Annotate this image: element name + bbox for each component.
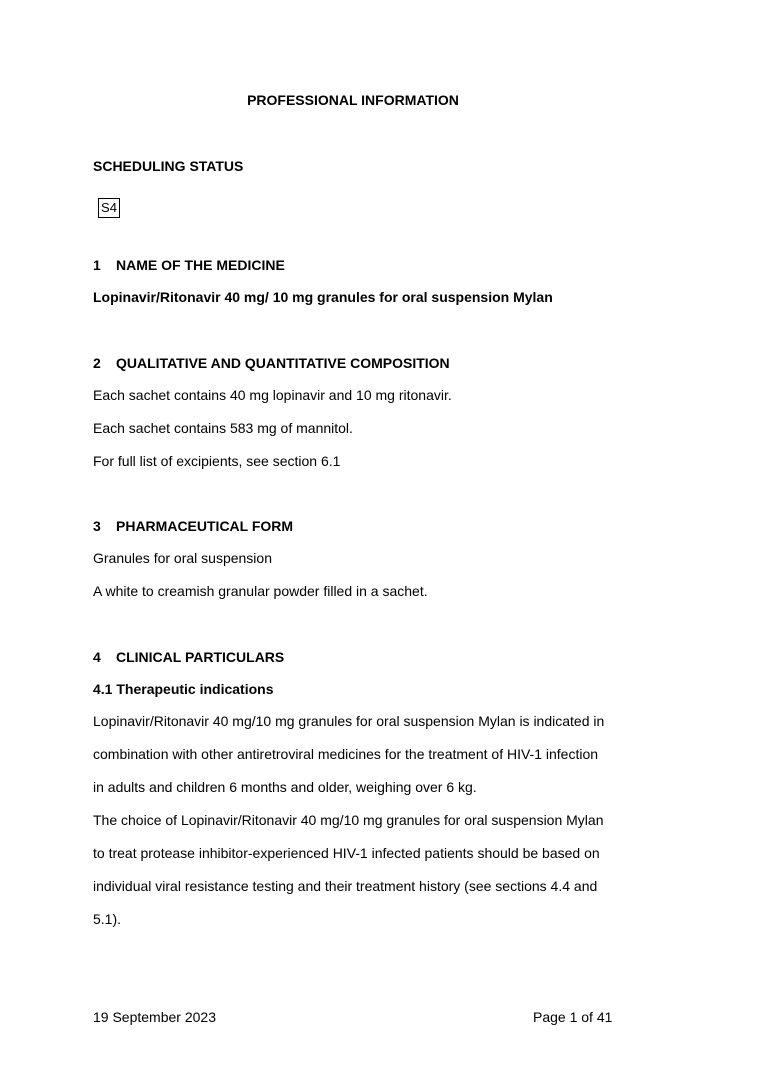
page-title: PROFESSIONAL INFORMATION [247, 92, 459, 108]
scheduling-heading: SCHEDULING STATUS [93, 158, 244, 174]
section-4-title: CLINICAL PARTICULARS [116, 649, 285, 665]
section-2-title: QUALITATIVE AND QUANTITATIVE COMPOSITION [116, 355, 450, 371]
section-3-heading [93, 518, 293, 534]
section-4-number: 4 [93, 649, 101, 665]
indication-line: Lopinavir/Ritonavir 40 mg/10 mg granules for oral suspension Mylan is indicated in [93, 713, 605, 729]
section-1-title: NAME OF THE MEDICINE [116, 257, 285, 273]
composition-line: Each sachet contains 583 mg of mannitol. [93, 420, 353, 436]
composition-line: For full list of excipients, see section 6.1 [93, 453, 341, 469]
indication-line: in adults and children 6 months and older, weighing over 6 kg. [93, 779, 477, 795]
section-1-heading [93, 257, 285, 273]
section-2-heading [93, 355, 450, 371]
footer-date: 19 September 2023 [93, 1009, 216, 1025]
section-2-number: 2 [93, 355, 101, 371]
indication-line: 5.1). [93, 911, 122, 927]
section-3-title: PHARMACEUTICAL FORM [116, 518, 294, 534]
form-line: A white to creamish granular powder filled in a sachet. [93, 583, 428, 599]
indication-line: individual viral resistance testing and their treatment history (see sections 4.4 and [93, 878, 598, 894]
scheduling-status-box: S4 [98, 198, 120, 218]
section-4-heading [93, 649, 284, 665]
composition-line: Each sachet contains 40 mg lopinavir and 10 mg ritonavir. [93, 387, 452, 403]
indication-line: combination with other antiretroviral medicines for the treatment of HIV-1 infection [93, 746, 599, 762]
product-name: Lopinavir/Ritonavir 40 mg/ 10 mg granules for oral suspension Mylan [93, 289, 553, 305]
form-line: Granules for oral suspension [93, 550, 272, 566]
indication-line: to treat protease inhibitor-experienced HIV-1 infected patients should be based on [93, 845, 600, 861]
section-1-number: 1 [93, 257, 101, 273]
section-3-number: 3 [93, 518, 101, 534]
subsection-4-1-heading: 4.1 Therapeutic indications [93, 681, 274, 697]
footer-page-number: Page 1 of 41 [533, 1009, 613, 1025]
indication-line: The choice of Lopinavir/Ritonavir 40 mg/10 mg granules for oral suspension Mylan [93, 812, 604, 828]
